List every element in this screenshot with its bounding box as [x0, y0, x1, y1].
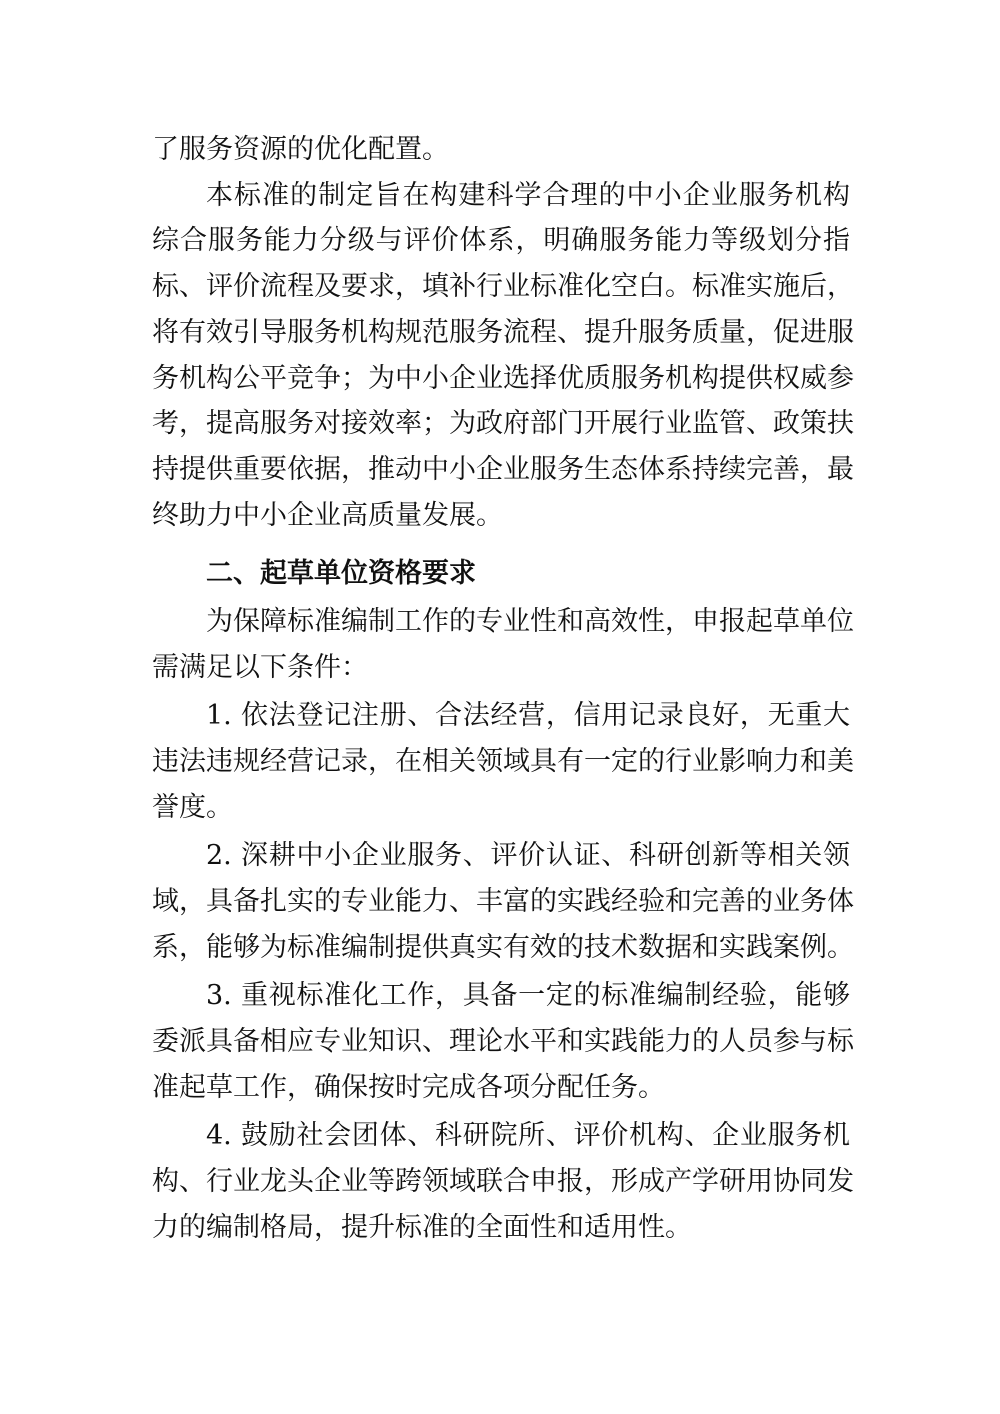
paragraph-line: 标、评价流程及要求，填补行业标准化空白。标准实施后， [152, 271, 854, 302]
paragraph-line: 务机构公平竞争；为中小企业选择优质服务机构提供权威参 [152, 363, 854, 394]
list-item-line: 1. 依法登记注册、合法经营，信用记录良好，无重大 [206, 700, 850, 731]
list-item-line: 构、行业龙头企业等跨领域联合申报，形成产学研用协同发 [152, 1166, 854, 1197]
paragraph-line: 终助力中小企业高质量发展。 [152, 500, 503, 531]
paragraph-line: 将有效引导服务机构规范服务流程、提升服务质量，促进服 [152, 317, 854, 348]
text-line: 了服务资源的优化配置。 [152, 134, 449, 165]
paragraph-line: 为保障标准编制工作的专业性和高效性，申报起草单位 [206, 606, 854, 637]
paragraph-line: 综合服务能力分级与评价体系，明确服务能力等级划分指 [152, 225, 850, 256]
paragraph-line: 需满足以下条件： [152, 652, 368, 683]
paragraph-line: 持提供重要依据，推动中小企业服务生态体系持续完善，最 [152, 454, 854, 485]
paragraph-line: 本标准的制定旨在构建科学合理的中小企业服务机构 [206, 180, 850, 211]
list-item-line: 力的编制格局，提升标准的全面性和适用性。 [152, 1212, 692, 1243]
list-item-line: 域，具备扎实的专业能力、丰富的实践经验和完善的业务体 [152, 886, 854, 917]
list-item-line: 2. 深耕中小企业服务、评价认证、科研创新等相关领 [206, 840, 850, 871]
list-item-line: 违法违规经营记录，在相关领域具有一定的行业影响力和美 [152, 746, 854, 777]
paragraph-line: 考，提高服务对接效率；为政府部门开展行业监管、政策扶 [152, 408, 854, 439]
section-heading: 二、起草单位资格要求 [206, 558, 476, 589]
list-item-line: 准起草工作，确保按时完成各项分配任务。 [152, 1072, 665, 1103]
list-item-line: 系，能够为标准编制提供真实有效的技术数据和实践案例。 [152, 932, 854, 963]
list-item-line: 委派具备相应专业知识、理论水平和实践能力的人员参与标 [152, 1026, 854, 1057]
list-item-line: 4. 鼓励社会团体、科研院所、评价机构、企业服务机 [206, 1120, 850, 1151]
list-item-line: 3. 重视标准化工作，具备一定的标准编制经验，能够 [206, 980, 850, 1011]
list-item-line: 誉度。 [152, 792, 233, 823]
